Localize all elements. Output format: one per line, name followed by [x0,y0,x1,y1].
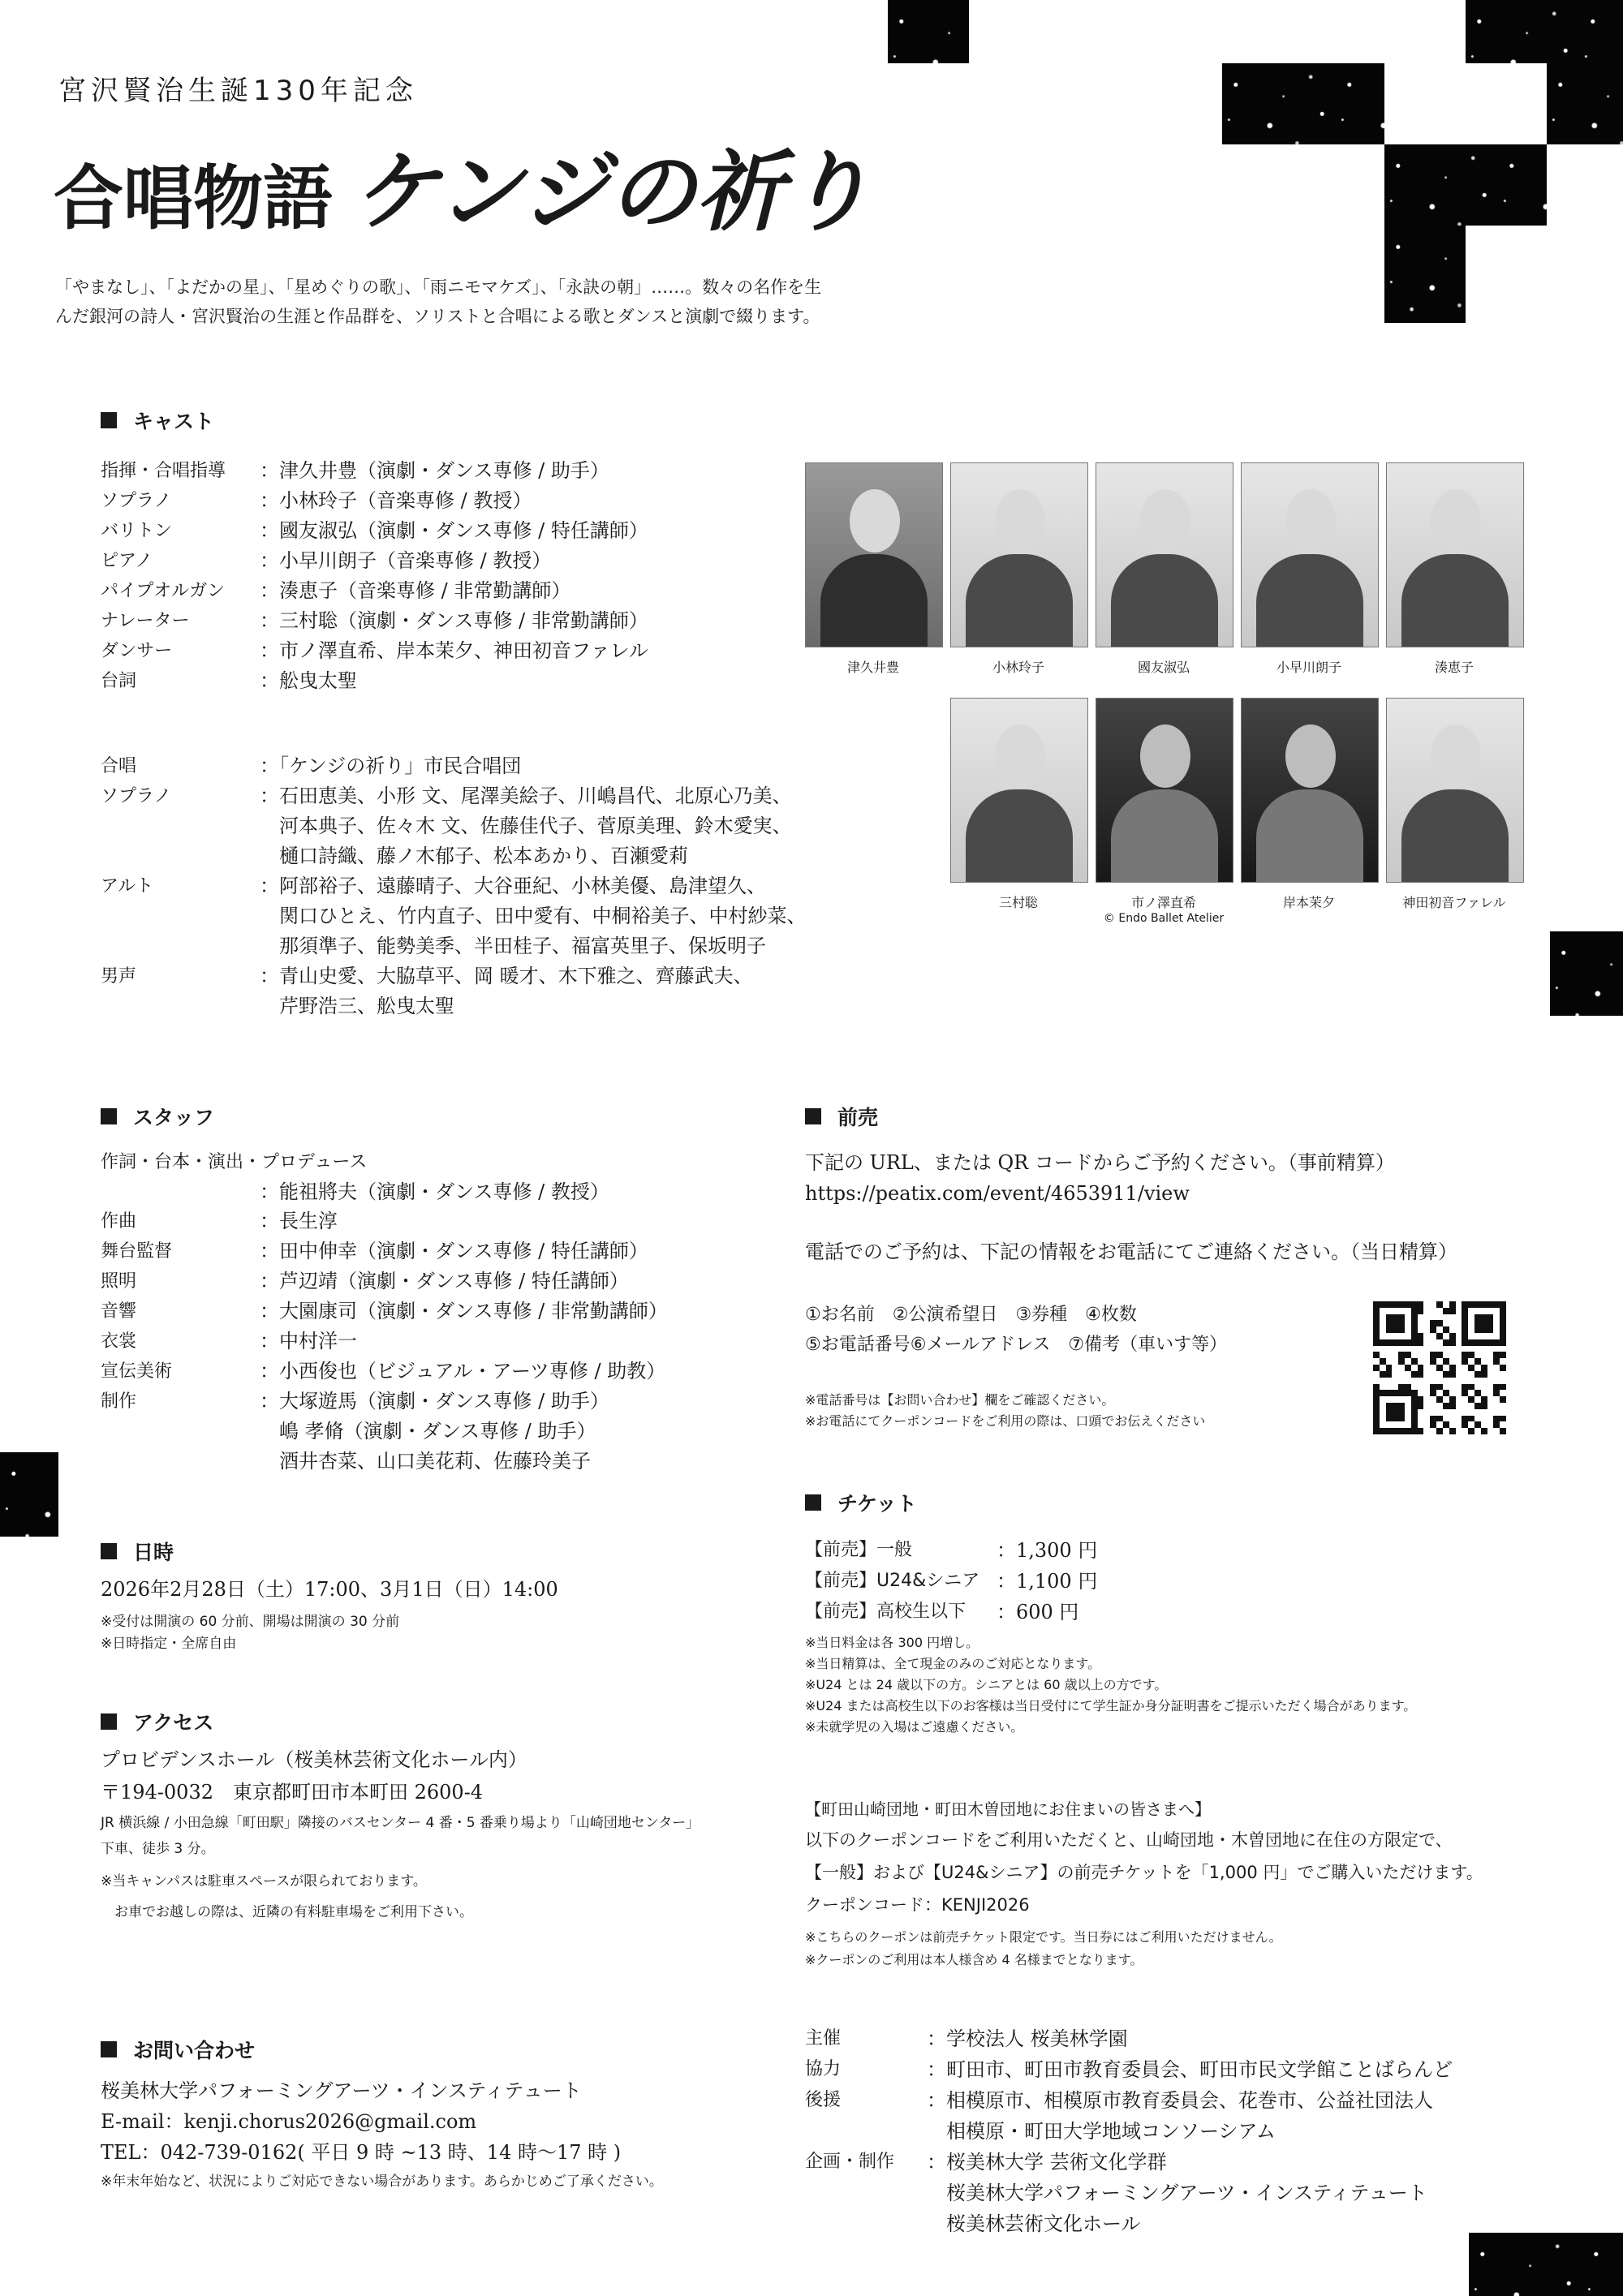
cast-photo [1096,698,1233,883]
cast-photo-caption: 神田初音ファレル [1402,895,1506,910]
cast-photo [1096,462,1233,647]
cast-photo-caption: 岸本茉夕 [1282,895,1335,910]
staff-member: ：芦辺靖（演劇・ダンス専修 / 特任講師） [260,1270,629,1292]
credit-org: ：相模原市、相模原市教育委員会、花巻市、公益社団法人 [927,2089,1433,2112]
presale-heading-text: 前売 [837,1106,879,1129]
choir-part [101,931,260,961]
cast-role: バリトン [101,521,173,541]
ticket-note: ※未就学児の入場はご遠慮ください。 [805,1719,1024,1735]
cast-photo [950,462,1088,647]
photo-figure-head [1285,724,1336,788]
credit-org: ：学校法人 桜美林学園 [927,2027,1128,2050]
credit-org: ：桜美林大学 芸術文化学群 [927,2151,1167,2173]
choir-row [101,841,806,871]
staff-member: 酒井杏菜、山口美花莉、佐藤玲美子 [260,1450,591,1473]
cast-row [101,516,648,546]
photo-figure-head [1431,489,1481,553]
coupon-text: 【一般】および【U24&シニア】の前売チケットを「1,000 円」でご購入いただけます。 [805,1863,1483,1882]
choir-part [101,991,260,1021]
credit-row [805,2085,1453,2116]
photo-figure-head [1140,724,1190,788]
staff-row [101,1357,668,1387]
coupon-note: ※こちらのクーポンは前売チケット限定です。当日券にはご利用いただけません。 [805,1929,1282,1945]
photo-figure-body [820,554,928,647]
datetime-note: ※受付は開演の 60 分前、開場は開演の 30 分前 [101,1614,400,1630]
choir-members: ：「ケンジの祈り」市民合唱団 [260,755,522,777]
ticket-notes [805,1632,1416,1738]
staff-row [101,1447,668,1477]
square-bullet-icon [101,1543,117,1559]
access-route: JR 横浜線 / 小田急線「町田駅」隣接のバスセンター 4 番・5 番乗り場より「山崎団地センター」 [101,1815,700,1831]
cast-role: 指揮・合唱指導 [101,461,226,481]
ticket-type: 【前売】U24&シニア [805,1571,980,1591]
cast-role: ピアノ [101,551,153,571]
event-title [54,122,871,247]
cast-photo-caption: 小早川朗子 [1276,660,1341,675]
choir-part: 合唱 [101,756,137,776]
choir-part [101,811,260,841]
choir-part: ソプラノ [101,786,172,806]
staff-row [101,1387,668,1417]
ticket-note: ※当日精算は、全て現金のみのご対応となります。 [805,1656,1101,1671]
staff-role [101,1417,260,1447]
credit-role: 企画・制作 [805,2152,895,2172]
photo-figure-body [966,789,1073,883]
credit-row [805,2054,1453,2085]
staff-row [101,1417,668,1447]
credit-row [805,2023,1453,2054]
event-subtitle: 宮沢賢治生誕130年記念 [58,75,418,107]
square-bullet-icon [805,1108,821,1124]
choir-row [101,751,806,781]
staff-role: 宣伝美術 [101,1361,173,1382]
title-part-b: ケンジの祈り [351,141,872,243]
credit-role: 協力 [805,2059,842,2079]
ticket-type: 【前売】高校生以下 [805,1602,966,1622]
staff-row [101,1326,668,1357]
photo-figure-body [1401,789,1509,883]
choir-members: 関口ひとえ、竹内直子、田中愛有、中桐裕美子、中村紗菜、 [260,905,807,927]
cast-member: ：舩曳太聖 [260,669,357,692]
cast-photo-caption: 三村聡 [998,895,1038,910]
ticket-note: ※当日料金は各 300 円増し。 [805,1635,979,1650]
photo-figure-head [1140,489,1190,553]
photo-figure-body [1111,789,1218,883]
cast-row [101,486,648,516]
presale-url[interactable]: https://peatix.com/event/4653911/view [805,1182,1190,1205]
starfield-decoration [1222,63,1384,144]
choir-part: 男声 [101,966,137,987]
staff-role [101,1447,260,1477]
choir-members: ：石田恵美、小形 文、尾澤美絵子、川嶋昌代、北原心乃美、 [260,785,792,807]
intro-text [55,273,899,331]
contact-heading [101,2035,255,2064]
staff-member: ：大園康司（演劇・ダンス専修 / 非常勤講師） [260,1300,668,1322]
cast-photo-caption: 國友淑弘 [1137,660,1190,675]
choir-members: ：青山史愛、大脇草平、岡 暖才、木下雅之、齊藤武夫、 [260,965,753,987]
staff-role: 制作 [101,1391,137,1412]
photo-figure-head [995,489,1045,553]
photo-figure-head [850,489,900,553]
intro-line: んだ銀河の詩人・宮沢賢治の生涯と作品群を、ソリストと合唱による歌とダンスと演劇で綴ります。 [55,307,820,326]
title-part-a: 合唱物語 [54,157,333,239]
cast-heading [101,406,214,435]
square-bullet-icon [101,412,117,428]
staff-row [101,1296,668,1326]
photo-figure-body [1256,554,1363,647]
access-heading-text: アクセス [133,1711,214,1735]
choir-row [101,871,806,901]
cast-photo-caption: 津久井豊 [846,660,899,675]
contact-email[interactable]: E-mail：kenji.chorus2026@gmail.com [101,2110,477,2133]
staff-member: ：中村洋一 [260,1330,357,1352]
contact-note: ※年末年始など、状況によりご対応できない場合があります。あらかじめご了承ください。 [101,2173,663,2190]
credit-row [805,2178,1453,2208]
photo-figure-head [1431,724,1481,788]
square-bullet-icon [805,1494,821,1511]
presale-note: ※電話番号は【お問い合わせ】欄をご確認ください。 [805,1392,1115,1408]
credit-row [805,2208,1453,2239]
photo-figure-head [1285,489,1336,553]
choir-members: 樋口詩織、藤ノ木郁子、松本あかり、百瀬愛莉 [260,845,688,867]
choir-members: ：阿部裕子、遠藤晴子、大谷亜紀、小林美優、島津望久、 [260,875,766,897]
staff-member: ：大塚遊馬（演劇・ダンス専修 / 助手） [260,1390,609,1412]
cast-row [101,666,648,696]
photo-figure-body [1401,554,1509,647]
contact-org: 桜美林大学パフォーミングアーツ・インスティテュート [101,2079,582,2102]
cast-photo [950,698,1088,883]
starfield-decoration [1384,144,1547,226]
starfield-decoration [1384,226,1466,323]
choir-row [101,901,806,931]
photo-figure-body [1256,789,1363,883]
choir-members: 河本典子、佐々木 文、佐藤佳代子、菅原美理、鈴木愛実、 [260,815,792,837]
cast-row [101,576,648,606]
cast-member: ：三村聡（演劇・ダンス専修 / 非常勤講師） [260,609,648,632]
photo-figure-head [995,724,1045,788]
phone-items [805,1300,1227,1360]
cast-photo [1241,462,1379,647]
cast-member: ：津久井豊（演劇・ダンス専修 / 助手） [260,459,609,482]
access-heading [101,1707,213,1736]
cast-photo [1241,698,1379,883]
ticket-row [805,1597,1097,1627]
choir-row [101,781,806,811]
presale-note: ※お電話にてクーポンコードをご利用の際は、口頭でお伝えください [805,1413,1206,1429]
square-bullet-icon [101,2041,117,2057]
phone-items-line: ①お名前 ②公演希望日 ③券種 ④枚数 [805,1305,1137,1325]
ticket-note: ※U24 とは 24 歳以下の方。シニアとは 60 歳以上の方です。 [805,1677,1168,1692]
credit-org: ：町田市、町田市教育委員会、町田市民文学館ことばらんど [927,2058,1453,2081]
credit-org: 相模原・町田大学地域コンソーシアム [927,2120,1276,2143]
cast-photo-caption: 湊恵子 [1434,660,1474,675]
choir-list [101,751,806,1021]
cast-member: ：小林玲子（音楽専修 / 教授） [260,489,532,512]
staff-row [101,1266,668,1296]
ticket-price: ：1,300 円 [997,1539,1098,1562]
producer-label: 作詞・台本・演出・プロデュース [101,1152,368,1172]
credit-role: 主催 [805,2028,842,2049]
credits-list [805,2023,1453,2239]
cast-row [101,606,648,636]
phone-items-line: ⑤お電話番号⑥メールアドレス ⑦備考（車いす等） [805,1335,1228,1355]
cast-role: パイプオルガン [101,581,226,601]
cast-row [101,636,648,666]
staff-role: 衣裳 [101,1331,137,1352]
photo-credit: © Endo Ballet Atelier [1103,912,1225,925]
cast-member: ：小早川朗子（音楽専修 / 教授） [260,549,552,572]
starfield-decoration [888,0,969,63]
choir-members: 那須準子、能勢美季、半田桂子、福富英里子、保坂明子 [260,935,766,957]
starfield-decoration [1469,2233,1623,2296]
cast-member: ：市ノ澤直希、岸本茉夕、神田初音ファレル [260,639,648,662]
venue-name: プロビデンスホール（桜美林芸術文化ホール内） [101,1748,527,1771]
cast-member: ：湊恵子（音楽専修 / 非常勤講師） [260,579,571,602]
cast-role: ダンサー [101,641,173,661]
credit-org: 桜美林大学パフォーミングアーツ・インスティテュート [927,2182,1427,2204]
phone-instruction: 電話でのご予約は、下記の情報をお電話にてご連絡ください。（当日精算） [805,1240,1457,1263]
staff-role: 照明 [101,1271,137,1292]
cast-list [101,456,648,696]
datetime-heading [101,1537,174,1566]
cast-photo-caption: 市ノ澤直希 [1130,895,1196,910]
cast-photo [805,462,943,647]
staff-role: 音響 [101,1301,137,1322]
producer-value: ：能祖將夫（演劇・ダンス専修 / 教授） [260,1180,609,1203]
cast-member: ：國友淑弘（演劇・ダンス専修 / 特任講師） [260,519,648,542]
staff-role: 舞台監督 [101,1241,173,1262]
ticket-note: ※U24 または高校生以下のお客様は当日受付にて学生証か身分証明書をご提示いただく場合があります。 [805,1698,1417,1713]
photo-figure-body [966,554,1073,647]
square-bullet-icon [101,1108,117,1124]
datetime-heading-text: 日時 [133,1541,174,1564]
credit-role [805,2116,927,2147]
cast-photo [1386,698,1524,883]
square-bullet-icon [101,1713,117,1730]
cast-row [101,456,648,486]
choir-row [101,811,806,841]
ticket-row [805,1535,1097,1566]
ticket-heading [805,1488,917,1517]
credit-role: 後援 [805,2090,842,2110]
presale-instruction: 下記の URL、または QR コードからご予約ください。（事前精算） [805,1151,1395,1174]
staff-row [101,1206,668,1236]
cast-role: 台詞 [101,671,137,691]
contact-tel[interactable]: TEL：042-739-0162( 平日 9 時 ~13 時、14 時〜17 時 ) [101,2141,622,2164]
choir-part [101,901,260,931]
cast-role: ナレーター [101,611,190,631]
datetime-main: 2026年2月28日（土）17:00、3月1日（日）14:00 [101,1578,558,1601]
credit-role [805,2178,927,2208]
staff-member: ：長生淳 [260,1210,338,1232]
ticket-price-list [805,1535,1097,1627]
staff-role: 作曲 [101,1211,137,1232]
staff-list [101,1206,668,1477]
staff-member: ：小西俊也（ビジュアル・アーツ専修 / 助教） [260,1360,666,1382]
access-route: 下車、徒歩 3 分。 [101,1841,215,1857]
starfield-decoration [1466,0,1623,63]
photo-figure-body [1111,554,1218,647]
choir-part: アルト [101,876,154,896]
starfield-decoration [0,1452,58,1537]
parking-note: お車でお越しの際は、近隣の有料駐車場をご利用下さい。 [101,1904,473,1920]
cast-photo [1386,462,1524,647]
cast-photo-caption: 小林玲子 [992,660,1044,675]
choir-row [101,991,806,1021]
intro-line: 「やまなし」、「よだかの星」、「星めぐりの歌」、「雨ニモマケズ」、「永訣の朝」……。数々の名作を生 [55,277,822,297]
ticket-row [805,1566,1097,1597]
coupon-code: クーポンコード：KENJI2026 [805,1895,1030,1915]
credit-role [805,2208,927,2239]
qr-code[interactable] [1373,1301,1506,1434]
choir-members: 芹野浩三、舩曳太聖 [260,995,454,1017]
cast-heading-text: キャスト [133,410,215,433]
coupon-section [805,1795,1483,1971]
staff-heading-text: スタッフ [133,1106,215,1129]
credit-row [805,2116,1453,2147]
staff-member: ：田中伸幸（演劇・ダンス専修 / 特任講師） [260,1240,648,1262]
choir-row [101,961,806,991]
starfield-decoration [1550,931,1623,1016]
choir-part [101,841,260,871]
choir-row [101,931,806,961]
parking-note: ※当キャンパスは駐車スペースが限られております。 [101,1873,427,1890]
datetime-note: ※日時指定・全席自由 [101,1636,237,1652]
ticket-price: ：1,100 円 [997,1570,1098,1593]
credit-row [805,2147,1453,2178]
cast-role: ソプラノ [101,491,172,511]
staff-member: 嶋 孝脩（演劇・ダンス専修 / 助手） [260,1420,596,1443]
starfield-decoration [1547,63,1623,144]
coupon-note: ※クーポンのご利用は本人様含め 4 名様までとなります。 [805,1952,1143,1967]
venue-address: 〒194-0032 東京都町田市本町田 2600-4 [101,1781,484,1804]
staff-row [101,1236,668,1266]
cast-row [101,546,648,576]
ticket-heading-text: チケット [837,1492,917,1516]
staff-heading [101,1102,214,1131]
contact-heading-text: お問い合わせ [133,2039,256,2062]
ticket-price: ：600 円 [997,1601,1079,1623]
presale-heading [805,1102,878,1131]
coupon-text: 以下のクーポンコードをご利用いただくと、山崎団地・木曽団地に在住の方限定で、 [805,1830,1453,1850]
ticket-type: 【前売】一般 [805,1540,913,1560]
credit-org: 桜美林芸術文化ホール [927,2212,1141,2235]
coupon-title: 【町田山崎団地・町田木曽団地にお住まいの皆さまへ】 [805,1799,1211,1819]
